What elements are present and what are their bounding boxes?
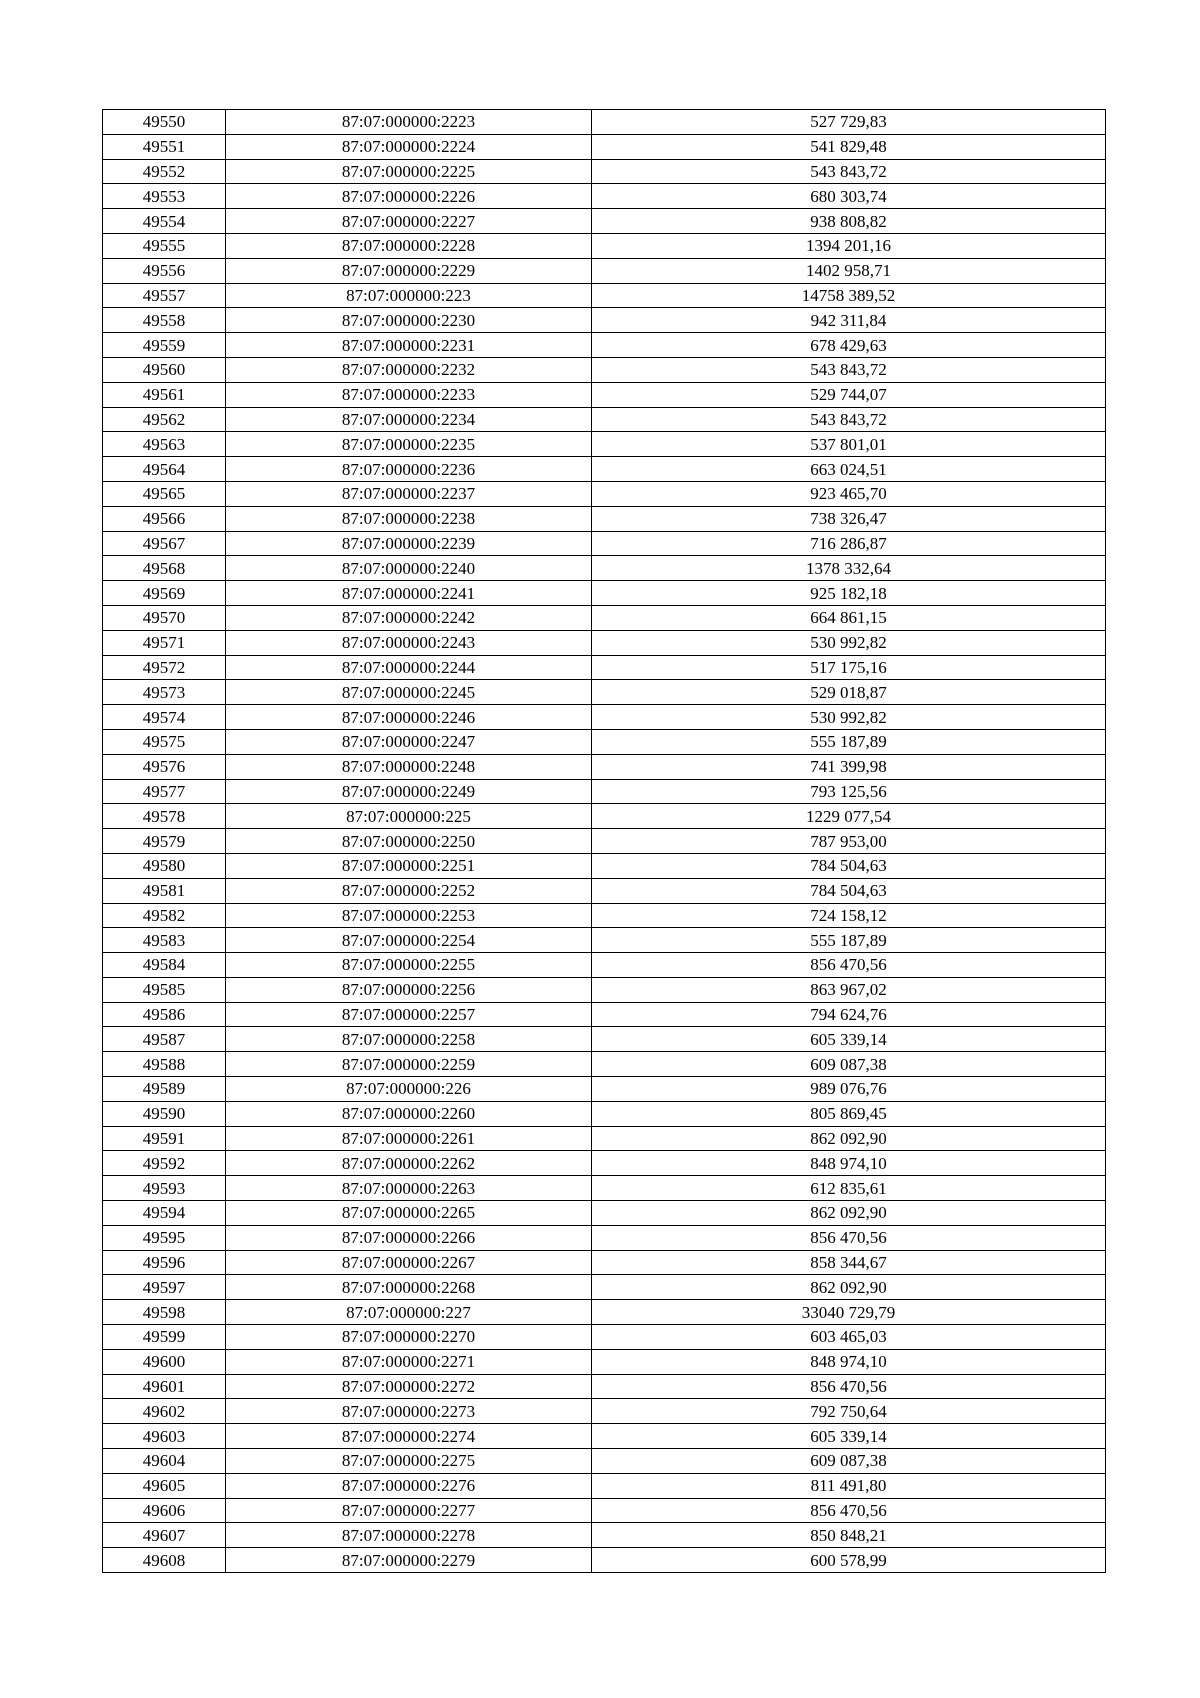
row-number-cell: 49560: [103, 357, 226, 382]
cadastral-value-cell: 863 967,02: [592, 977, 1106, 1002]
table-row: [103, 357, 1106, 382]
table-row: [103, 1300, 1106, 1325]
table-row: [103, 110, 1106, 135]
table-row: [103, 1498, 1106, 1523]
table-row: [103, 729, 1106, 754]
table-row: [103, 630, 1106, 655]
cadastral-value-cell: 848 974,10: [592, 1349, 1106, 1374]
table-row: [103, 283, 1106, 308]
cadastral-value-cell: 805 869,45: [592, 1101, 1106, 1126]
cadastral-number-cell: 87:07:000000:2235: [226, 432, 592, 457]
table-row: [103, 1052, 1106, 1077]
cadastral-number-cell: 87:07:000000:2270: [226, 1325, 592, 1350]
cadastral-number-cell: 87:07:000000:2234: [226, 407, 592, 432]
cadastral-value-cell: 1394 201,16: [592, 233, 1106, 258]
cadastral-number-cell: 87:07:000000:226: [226, 1077, 592, 1102]
cadastral-value-cell: 793 125,56: [592, 779, 1106, 804]
row-number-cell: 49565: [103, 481, 226, 506]
table-row: [103, 1225, 1106, 1250]
cadastral-number-cell: 87:07:000000:2252: [226, 878, 592, 903]
cadastral-value-cell: 541 829,48: [592, 134, 1106, 159]
row-number-cell: 49556: [103, 258, 226, 283]
table-row: [103, 581, 1106, 606]
cadastral-number-cell: 87:07:000000:2240: [226, 556, 592, 581]
row-number-cell: 49576: [103, 754, 226, 779]
cadastral-value-cell: 530 992,82: [592, 630, 1106, 655]
cadastral-value-cell: 794 624,76: [592, 1002, 1106, 1027]
table-row: [103, 779, 1106, 804]
cadastral-number-cell: 87:07:000000:2236: [226, 457, 592, 482]
cadastral-number-cell: 87:07:000000:2232: [226, 357, 592, 382]
table-row: [103, 928, 1106, 953]
table-row: [103, 1449, 1106, 1474]
cadastral-value-cell: 989 076,76: [592, 1077, 1106, 1102]
cadastral-number-cell: 87:07:000000:2223: [226, 110, 592, 135]
row-number-cell: 49582: [103, 903, 226, 928]
table-row: [103, 531, 1106, 556]
cadastral-number-cell: 87:07:000000:2237: [226, 481, 592, 506]
cadastral-number-cell: 87:07:000000:2251: [226, 853, 592, 878]
cadastral-value-cell: 923 465,70: [592, 481, 1106, 506]
row-number-cell: 49570: [103, 605, 226, 630]
table-row: [103, 1325, 1106, 1350]
table-row: [103, 1399, 1106, 1424]
cadastral-number-cell: 87:07:000000:2229: [226, 258, 592, 283]
cadastral-number-cell: 87:07:000000:2257: [226, 1002, 592, 1027]
cadastral-number-cell: 87:07:000000:2266: [226, 1225, 592, 1250]
table-body: [103, 110, 1106, 1573]
table-row: [103, 829, 1106, 854]
row-number-cell: 49572: [103, 655, 226, 680]
cadastral-number-cell: 87:07:000000:223: [226, 283, 592, 308]
table-row: [103, 1201, 1106, 1226]
cadastral-number-cell: 87:07:000000:2228: [226, 233, 592, 258]
cadastral-number-cell: 87:07:000000:225: [226, 804, 592, 829]
cadastral-number-cell: 87:07:000000:2230: [226, 308, 592, 333]
cadastral-value-cell: 862 092,90: [592, 1201, 1106, 1226]
row-number-cell: 49583: [103, 928, 226, 953]
row-number-cell: 49597: [103, 1275, 226, 1300]
cadastral-value-cell: 555 187,89: [592, 928, 1106, 953]
cadastral-number-cell: 87:07:000000:2248: [226, 754, 592, 779]
cadastral-number-cell: 87:07:000000:2258: [226, 1027, 592, 1052]
row-number-cell: 49569: [103, 581, 226, 606]
table-row: [103, 878, 1106, 903]
row-number-cell: 49593: [103, 1176, 226, 1201]
cadastral-value-cell: 612 835,61: [592, 1176, 1106, 1201]
cadastral-value-table: [102, 109, 1106, 1573]
row-number-cell: 49554: [103, 209, 226, 234]
table-row: [103, 159, 1106, 184]
cadastral-value-cell: 603 465,03: [592, 1325, 1106, 1350]
table-row: [103, 1424, 1106, 1449]
table-row: [103, 977, 1106, 1002]
row-number-cell: 49589: [103, 1077, 226, 1102]
row-number-cell: 49590: [103, 1101, 226, 1126]
table-row: [103, 1101, 1106, 1126]
row-number-cell: 49573: [103, 680, 226, 705]
cadastral-value-cell: 600 578,99: [592, 1548, 1106, 1573]
cadastral-number-cell: 87:07:000000:2233: [226, 382, 592, 407]
cadastral-number-cell: 87:07:000000:2247: [226, 729, 592, 754]
cadastral-value-cell: 537 801,01: [592, 432, 1106, 457]
table-row: [103, 1151, 1106, 1176]
cadastral-number-cell: 87:07:000000:2253: [226, 903, 592, 928]
cadastral-number-cell: 87:07:000000:2274: [226, 1424, 592, 1449]
cadastral-number-cell: 87:07:000000:2261: [226, 1126, 592, 1151]
cadastral-value-cell: 543 843,72: [592, 407, 1106, 432]
row-number-cell: 49551: [103, 134, 226, 159]
cadastral-value-cell: 609 087,38: [592, 1449, 1106, 1474]
row-number-cell: 49575: [103, 729, 226, 754]
cadastral-value-cell: 530 992,82: [592, 705, 1106, 730]
table-row: [103, 655, 1106, 680]
cadastral-value-cell: 738 326,47: [592, 506, 1106, 531]
cadastral-value-cell: 850 848,21: [592, 1523, 1106, 1548]
cadastral-number-cell: 87:07:000000:2238: [226, 506, 592, 531]
cadastral-value-cell: 811 491,80: [592, 1473, 1106, 1498]
table-row: [103, 481, 1106, 506]
cadastral-number-cell: 87:07:000000:2227: [226, 209, 592, 234]
cadastral-number-cell: 87:07:000000:2239: [226, 531, 592, 556]
cadastral-value-cell: 680 303,74: [592, 184, 1106, 209]
cadastral-number-cell: 87:07:000000:2231: [226, 333, 592, 358]
table-row: [103, 680, 1106, 705]
cadastral-value-cell: 1402 958,71: [592, 258, 1106, 283]
table-row: [103, 705, 1106, 730]
table-row: [103, 1349, 1106, 1374]
cadastral-value-cell: 529 744,07: [592, 382, 1106, 407]
cadastral-number-cell: 87:07:000000:2255: [226, 953, 592, 978]
table-row: [103, 1027, 1106, 1052]
row-number-cell: 49558: [103, 308, 226, 333]
table-row: [103, 1523, 1106, 1548]
cadastral-number-cell: 87:07:000000:2224: [226, 134, 592, 159]
cadastral-value-cell: 605 339,14: [592, 1424, 1106, 1449]
table-row: [103, 1126, 1106, 1151]
row-number-cell: 49580: [103, 853, 226, 878]
cadastral-number-cell: 87:07:000000:2226: [226, 184, 592, 209]
row-number-cell: 49563: [103, 432, 226, 457]
cadastral-number-cell: 87:07:000000:2276: [226, 1473, 592, 1498]
table-row: [103, 1275, 1106, 1300]
cadastral-value-cell: 856 470,56: [592, 1374, 1106, 1399]
row-number-cell: 49578: [103, 804, 226, 829]
row-number-cell: 49561: [103, 382, 226, 407]
cadastral-number-cell: 87:07:000000:2271: [226, 1349, 592, 1374]
row-number-cell: 49585: [103, 977, 226, 1002]
row-number-cell: 49584: [103, 953, 226, 978]
table-row: [103, 1374, 1106, 1399]
table-row: [103, 804, 1106, 829]
cadastral-number-cell: 87:07:000000:2278: [226, 1523, 592, 1548]
row-number-cell: 49599: [103, 1325, 226, 1350]
cadastral-value-cell: 663 024,51: [592, 457, 1106, 482]
table-row: [103, 605, 1106, 630]
row-number-cell: 49608: [103, 1548, 226, 1573]
cadastral-value-cell: 942 311,84: [592, 308, 1106, 333]
cadastral-number-cell: 87:07:000000:2243: [226, 630, 592, 655]
table-row: [103, 209, 1106, 234]
row-number-cell: 49596: [103, 1250, 226, 1275]
cadastral-value-cell: 784 504,63: [592, 853, 1106, 878]
cadastral-number-cell: 87:07:000000:2272: [226, 1374, 592, 1399]
cadastral-value-cell: 527 729,83: [592, 110, 1106, 135]
row-number-cell: 49553: [103, 184, 226, 209]
table-row: [103, 382, 1106, 407]
cadastral-number-cell: 87:07:000000:2244: [226, 655, 592, 680]
cadastral-number-cell: 87:07:000000:2273: [226, 1399, 592, 1424]
cadastral-value-cell: 724 158,12: [592, 903, 1106, 928]
row-number-cell: 49607: [103, 1523, 226, 1548]
row-number-cell: 49581: [103, 878, 226, 903]
cadastral-value-cell: 555 187,89: [592, 729, 1106, 754]
table-row: [103, 258, 1106, 283]
table-row: [103, 1077, 1106, 1102]
cadastral-value-cell: 529 018,87: [592, 680, 1106, 705]
row-number-cell: 49595: [103, 1225, 226, 1250]
table-row: [103, 556, 1106, 581]
cadastral-number-cell: 87:07:000000:227: [226, 1300, 592, 1325]
table-row: [103, 1548, 1106, 1573]
row-number-cell: 49567: [103, 531, 226, 556]
cadastral-value-cell: 543 843,72: [592, 159, 1106, 184]
cadastral-number-cell: 87:07:000000:2250: [226, 829, 592, 854]
cadastral-number-cell: 87:07:000000:2279: [226, 1548, 592, 1573]
cadastral-number-cell: 87:07:000000:2242: [226, 605, 592, 630]
row-number-cell: 49592: [103, 1151, 226, 1176]
table-row: [103, 134, 1106, 159]
cadastral-number-cell: 87:07:000000:2246: [226, 705, 592, 730]
cadastral-number-cell: 87:07:000000:2256: [226, 977, 592, 1002]
cadastral-number-cell: 87:07:000000:2268: [226, 1275, 592, 1300]
row-number-cell: 49606: [103, 1498, 226, 1523]
table-row: [103, 1002, 1106, 1027]
cadastral-value-cell: 858 344,67: [592, 1250, 1106, 1275]
row-number-cell: 49588: [103, 1052, 226, 1077]
table-row: [103, 184, 1106, 209]
table-row: [103, 953, 1106, 978]
cadastral-number-cell: 87:07:000000:2275: [226, 1449, 592, 1474]
cadastral-value-cell: 1378 332,64: [592, 556, 1106, 581]
cadastral-value-cell: 856 470,56: [592, 1498, 1106, 1523]
cadastral-number-cell: 87:07:000000:2241: [226, 581, 592, 606]
table-row: [103, 1473, 1106, 1498]
row-number-cell: 49555: [103, 233, 226, 258]
row-number-cell: 49550: [103, 110, 226, 135]
row-number-cell: 49605: [103, 1473, 226, 1498]
row-number-cell: 49562: [103, 407, 226, 432]
row-number-cell: 49564: [103, 457, 226, 482]
cadastral-number-cell: 87:07:000000:2245: [226, 680, 592, 705]
table-row: [103, 903, 1106, 928]
table-row: [103, 457, 1106, 482]
table-row: [103, 308, 1106, 333]
row-number-cell: 49601: [103, 1374, 226, 1399]
cadastral-number-cell: 87:07:000000:2225: [226, 159, 592, 184]
table-row: [103, 407, 1106, 432]
cadastral-number-cell: 87:07:000000:2263: [226, 1176, 592, 1201]
cadastral-value-cell: 856 470,56: [592, 1225, 1106, 1250]
row-number-cell: 49568: [103, 556, 226, 581]
table-row: [103, 333, 1106, 358]
row-number-cell: 49559: [103, 333, 226, 358]
cadastral-value-cell: 609 087,38: [592, 1052, 1106, 1077]
row-number-cell: 49602: [103, 1399, 226, 1424]
cadastral-value-cell: 848 974,10: [592, 1151, 1106, 1176]
cadastral-value-cell: 938 808,82: [592, 209, 1106, 234]
cadastral-value-cell: 856 470,56: [592, 953, 1106, 978]
cadastral-value-cell: 862 092,90: [592, 1126, 1106, 1151]
cadastral-value-cell: 787 953,00: [592, 829, 1106, 854]
cadastral-value-cell: 862 092,90: [592, 1275, 1106, 1300]
row-number-cell: 49604: [103, 1449, 226, 1474]
row-number-cell: 49577: [103, 779, 226, 804]
cadastral-value-cell: 741 399,98: [592, 754, 1106, 779]
row-number-cell: 49587: [103, 1027, 226, 1052]
cadastral-value-cell: 605 339,14: [592, 1027, 1106, 1052]
cadastral-value-cell: 784 504,63: [592, 878, 1106, 903]
table-row: [103, 432, 1106, 457]
cadastral-value-cell: 33040 729,79: [592, 1300, 1106, 1325]
cadastral-number-cell: 87:07:000000:2277: [226, 1498, 592, 1523]
table-row: [103, 506, 1106, 531]
cadastral-value-cell: 1229 077,54: [592, 804, 1106, 829]
row-number-cell: 49557: [103, 283, 226, 308]
cadastral-value-cell: 678 429,63: [592, 333, 1106, 358]
row-number-cell: 49571: [103, 630, 226, 655]
cadastral-value-cell: 517 175,16: [592, 655, 1106, 680]
table-row: [103, 754, 1106, 779]
row-number-cell: 49586: [103, 1002, 226, 1027]
row-number-cell: 49600: [103, 1349, 226, 1374]
row-number-cell: 49603: [103, 1424, 226, 1449]
row-number-cell: 49574: [103, 705, 226, 730]
row-number-cell: 49594: [103, 1201, 226, 1226]
cadastral-value-cell: 716 286,87: [592, 531, 1106, 556]
cadastral-number-cell: 87:07:000000:2262: [226, 1151, 592, 1176]
row-number-cell: 49591: [103, 1126, 226, 1151]
cadastral-number-cell: 87:07:000000:2254: [226, 928, 592, 953]
table-row: [103, 1176, 1106, 1201]
cadastral-number-cell: 87:07:000000:2260: [226, 1101, 592, 1126]
cadastral-value-cell: 792 750,64: [592, 1399, 1106, 1424]
cadastral-value-cell: 14758 389,52: [592, 283, 1106, 308]
row-number-cell: 49566: [103, 506, 226, 531]
cadastral-number-cell: 87:07:000000:2265: [226, 1201, 592, 1226]
row-number-cell: 49598: [103, 1300, 226, 1325]
row-number-cell: 49552: [103, 159, 226, 184]
row-number-cell: 49579: [103, 829, 226, 854]
cadastral-value-cell: 664 861,15: [592, 605, 1106, 630]
cadastral-number-cell: 87:07:000000:2267: [226, 1250, 592, 1275]
cadastral-number-cell: 87:07:000000:2249: [226, 779, 592, 804]
table-row: [103, 853, 1106, 878]
cadastral-value-cell: 543 843,72: [592, 357, 1106, 382]
cadastral-value-cell: 925 182,18: [592, 581, 1106, 606]
table-row: [103, 233, 1106, 258]
cadastral-number-cell: 87:07:000000:2259: [226, 1052, 592, 1077]
table-row: [103, 1250, 1106, 1275]
